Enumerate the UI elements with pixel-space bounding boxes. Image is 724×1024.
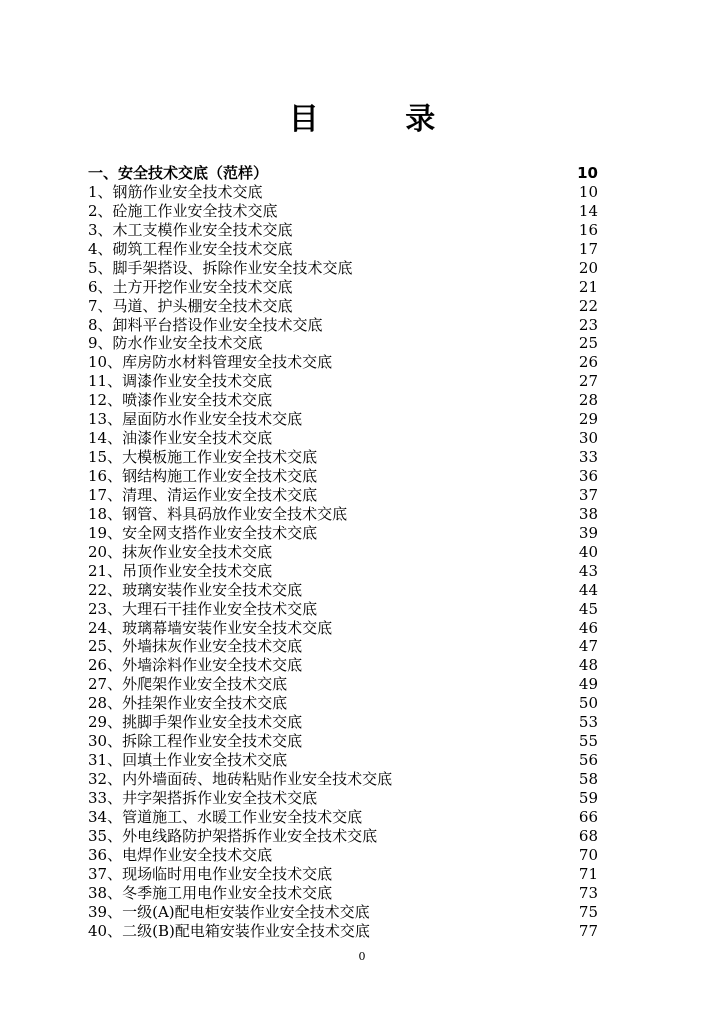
toc-entry[interactable] <box>88 694 598 713</box>
toc-entry[interactable] <box>88 221 598 240</box>
toc-entry-label: 15、大模板施工作业安全技术交底 <box>88 448 318 467</box>
toc-entry[interactable] <box>88 581 598 600</box>
toc-entry-label: 17、清理、清运作业安全技术交底 <box>88 485 318 504</box>
toc-entry-label: 7、马道、护头棚安全技术交底 <box>88 296 293 315</box>
toc-entry-label: 2、砼施工作业安全技术交底 <box>88 201 278 220</box>
toc-entry[interactable] <box>88 922 598 941</box>
toc-entry-page: 14 <box>578 201 598 220</box>
toc-entry-page: 53 <box>578 713 598 732</box>
toc-entry[interactable] <box>88 316 598 335</box>
toc-entry-label: 40、二级(B)配电箱安装作业安全技术交底 <box>88 921 370 940</box>
toc-entry-label: 24、玻璃幕墙安装作业安全技术交底 <box>88 618 333 637</box>
toc-entry-label: 1、钢筋作业安全技术交底 <box>88 182 263 201</box>
toc-entry-label: 5、脚手架搭设、拆除作业安全技术交底 <box>88 258 353 277</box>
toc-entry-label: 3、木工支模作业安全技术交底 <box>88 220 293 239</box>
toc-entry-page: 45 <box>578 599 598 618</box>
toc-entry-page: 26 <box>578 353 598 372</box>
toc-entry-label: 9、防水作业安全技术交底 <box>88 334 263 353</box>
toc-entry-page: 28 <box>578 391 598 410</box>
toc-entry-page: 16 <box>578 220 598 239</box>
toc-entry[interactable] <box>88 846 598 865</box>
toc-entry-label: 21、吊顶作业安全技术交底 <box>88 561 273 580</box>
toc-entry-label: 34、管道施工、水暖工作业安全技术交底 <box>88 807 363 826</box>
toc-entry[interactable] <box>88 372 598 391</box>
toc-entry-label: 28、外挂架作业安全技术交底 <box>88 694 288 713</box>
toc-entry[interactable] <box>88 884 598 903</box>
toc-entry-page: 75 <box>578 902 598 921</box>
toc-entry[interactable] <box>88 903 598 922</box>
toc-entry-label: 一、安全技术交底（范样） <box>88 164 269 182</box>
toc-entry[interactable] <box>88 448 598 467</box>
toc-entry-label: 22、玻璃安装作业安全技术交底 <box>88 580 303 599</box>
toc-entry[interactable] <box>88 789 598 808</box>
toc-entry-label: 19、安全网支搭作业安全技术交底 <box>88 523 318 542</box>
toc-entry[interactable] <box>88 562 598 581</box>
toc-entry-page: 29 <box>578 410 598 429</box>
toc-entry-page: 38 <box>578 504 598 523</box>
toc-entry[interactable] <box>88 524 598 543</box>
toc-entry-page: 23 <box>578 315 598 334</box>
toc-entry[interactable] <box>88 543 598 562</box>
toc-entry-label: 10、库房防水材料管理安全技术交底 <box>88 353 333 372</box>
toc-entry-label: 18、钢管、料具码放作业安全技术交底 <box>88 504 348 523</box>
toc-entry-label: 25、外墙抹灰作业安全技术交底 <box>88 637 303 656</box>
toc-entry-page: 10 <box>577 164 598 182</box>
toc-entry-page: 70 <box>578 845 598 864</box>
toc-entry-page: 66 <box>578 807 598 826</box>
toc-entry-label: 4、砌筑工程作业安全技术交底 <box>88 239 293 258</box>
toc-entry-page: 48 <box>578 656 598 675</box>
toc-entry[interactable] <box>88 202 598 221</box>
toc-entry-page: 44 <box>578 580 598 599</box>
toc-entry[interactable] <box>88 637 598 656</box>
toc-entry-page: 30 <box>578 429 598 448</box>
toc-entry[interactable] <box>88 410 598 429</box>
toc-entry[interactable] <box>88 183 598 202</box>
table-of-contents <box>88 164 598 940</box>
toc-entry[interactable] <box>88 675 598 694</box>
toc-entry-page: 46 <box>578 618 598 637</box>
toc-entry[interactable] <box>88 297 598 316</box>
toc-entry-page: 33 <box>578 448 598 467</box>
toc-entry-label: 14、油漆作业安全技术交底 <box>88 429 273 448</box>
toc-entry-label: 31、回填土作业安全技术交底 <box>88 751 288 770</box>
toc-entry-page: 58 <box>578 770 598 788</box>
toc-entry-label: 29、挑脚手架作业安全技术交底 <box>88 713 303 732</box>
toc-entry-page: 20 <box>578 258 598 277</box>
toc-entry-page: 22 <box>578 296 598 315</box>
toc-entry-label: 30、拆除工程作业安全技术交底 <box>88 732 303 751</box>
toc-entry[interactable] <box>88 353 598 372</box>
toc-entry-label: 23、大理石干挂作业安全技术交底 <box>88 599 318 618</box>
toc-entry-page: 50 <box>578 694 598 713</box>
toc-entry-label: 6、土方开挖作业安全技术交底 <box>88 277 293 296</box>
toc-entry[interactable] <box>88 770 598 789</box>
toc-entry[interactable] <box>88 600 598 619</box>
toc-entry-page: 17 <box>578 239 598 258</box>
toc-entry-page: 73 <box>578 883 598 902</box>
toc-entry-page: 21 <box>578 277 598 296</box>
toc-entry-page: 43 <box>578 561 598 580</box>
toc-entry[interactable] <box>88 713 598 732</box>
toc-entry-page: 68 <box>578 826 598 845</box>
toc-entry[interactable] <box>88 865 598 884</box>
toc-entry-label: 37、现场临时用电作业安全技术交底 <box>88 864 333 883</box>
page-number: 0 <box>358 950 366 963</box>
toc-entry-label: 32、内外墙面砖、地砖粘贴作业安全技术交底 <box>88 770 393 788</box>
toc-entry[interactable] <box>88 827 598 846</box>
toc-section-heading[interactable] <box>88 164 598 183</box>
toc-entry[interactable] <box>88 240 598 259</box>
toc-entry-label: 20、抹灰作业安全技术交底 <box>88 542 273 561</box>
toc-entry[interactable] <box>88 486 598 505</box>
toc-entry[interactable] <box>88 429 598 448</box>
toc-entry-page: 39 <box>578 523 598 542</box>
toc-entry-label: 35、外电线路防护架搭拆作业安全技术交底 <box>88 826 378 845</box>
toc-entry[interactable] <box>88 505 598 524</box>
toc-entry-page: 56 <box>578 751 598 770</box>
toc-entry[interactable] <box>88 619 598 638</box>
toc-entry-label: 13、屋面防水作业安全技术交底 <box>88 410 303 429</box>
toc-entry-page: 25 <box>578 334 598 353</box>
toc-entry[interactable] <box>88 751 598 770</box>
toc-entry-page: 49 <box>578 675 598 694</box>
toc-entry[interactable] <box>88 732 598 751</box>
toc-entry[interactable] <box>88 656 598 675</box>
toc-entry-label: 16、钢结构施工作业安全技术交底 <box>88 467 318 485</box>
toc-entry-page: 71 <box>578 864 598 883</box>
toc-entry[interactable] <box>88 278 598 297</box>
toc-entry[interactable] <box>88 259 598 278</box>
toc-entry-label: 39、一级(A)配电柜安装作业安全技术交底 <box>88 902 370 921</box>
toc-entry-label: 38、冬季施工用电作业安全技术交底 <box>88 883 333 902</box>
toc-entry-page: 47 <box>578 637 598 656</box>
toc-entry-page: 37 <box>578 485 598 504</box>
toc-entry-page: 77 <box>578 921 598 940</box>
toc-entry-label: 33、井字架搭拆作业安全技术交底 <box>88 788 318 807</box>
toc-entry-label: 8、卸料平台搭设作业安全技术交底 <box>88 315 323 334</box>
toc-entry[interactable] <box>88 334 598 353</box>
toc-entry-page: 10 <box>578 182 598 201</box>
toc-entry-page: 55 <box>578 732 598 751</box>
toc-entry-label: 36、电焊作业安全技术交底 <box>88 845 273 864</box>
toc-entry[interactable] <box>88 808 598 827</box>
toc-entry-page: 36 <box>578 467 598 485</box>
toc-entry-page: 27 <box>578 372 598 391</box>
toc-entry-label: 12、喷漆作业安全技术交底 <box>88 391 273 410</box>
toc-entry-label: 26、外墙涂料作业安全技术交底 <box>88 656 303 675</box>
toc-entry[interactable] <box>88 467 598 486</box>
toc-entry-label: 27、外爬架作业安全技术交底 <box>88 675 288 694</box>
page-title: 目 录 <box>288 102 474 137</box>
toc-entry-page: 40 <box>578 542 598 561</box>
toc-entry[interactable] <box>88 391 598 410</box>
toc-entry-label: 11、调漆作业安全技术交底 <box>88 372 273 391</box>
toc-entry-page: 59 <box>578 788 598 807</box>
